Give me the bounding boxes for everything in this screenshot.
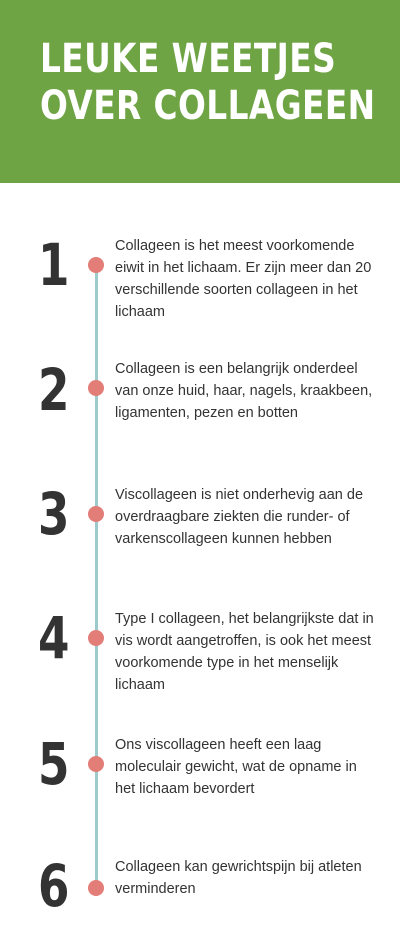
fact-text: Viscollageen is niet onderhevig aan de overdraagbare ziekten die runder- of varkenscollageen kunnen hebben — [115, 487, 364, 547]
fact-number: 2 — [38, 356, 70, 424]
fact-text: Ons viscollageen heeft een laag moleculair gewicht, wat de opname in het lichaam bevordert — [115, 737, 357, 797]
timeline-line — [95, 268, 98, 888]
fact-number: 4 — [38, 604, 70, 672]
timeline-dot — [88, 506, 104, 522]
timeline-dot — [88, 880, 104, 896]
fact-number: 1 — [38, 231, 70, 299]
page-title — [40, 36, 376, 130]
timeline-dot — [88, 380, 104, 396]
fact-number: 6 — [38, 852, 70, 920]
fact-text: Type I collageen, het belangrijkste dat in vis wordt aangetroffen, is ook het meest voorkomende type in het menselijk lichaam — [115, 611, 374, 693]
fact-text: Collageen kan gewrichtspijn bij atleten verminderen — [115, 859, 362, 897]
fact-text: Collageen is een belangrijk onderdeel van onze huid, haar, nagels, kraakbeen, ligamenten, pezen en botten — [115, 361, 373, 421]
header-banner — [0, 0, 400, 183]
fact-number: 5 — [38, 730, 70, 798]
timeline-dot — [88, 630, 104, 646]
fact-text: Collageen is het meest voorkomende eiwit in het lichaam. Er zijn meer dan 20 verschillende soorten collageen in het lichaam — [115, 238, 372, 320]
fact-number: 3 — [38, 480, 70, 548]
timeline-dot — [88, 756, 104, 772]
title-line-2: OVER COLLAGEEN — [40, 83, 376, 129]
title-line-1: LEUKE WEETJES — [40, 36, 337, 82]
timeline-dot — [88, 257, 104, 273]
